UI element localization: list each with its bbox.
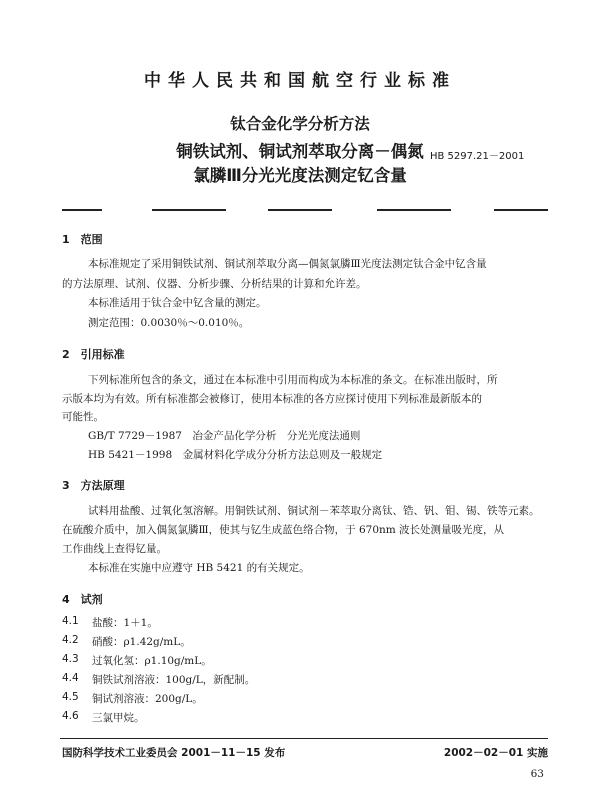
section-1-para-line: 本标准规定了采用铜铁试剂、铜试剂萃取分离—偶氮氯膦Ⅲ光度法测定钛合金中钇含量 (88, 258, 487, 270)
section-3-heading: 3 方法原理 (62, 479, 125, 492)
section-3-para-line: 工作曲线上查得钇量。 (62, 543, 167, 555)
standard-name: 中华人民共和国航空行业标准 (144, 71, 456, 91)
section-3-note: 本标准在实施中应遵守 HB 5421 的有关规定。 (88, 562, 310, 574)
reagent-text: 盐酸：1＋1。 (92, 617, 158, 629)
page-number: 63 (530, 768, 544, 780)
section-2-para-line: 可能性。 (62, 411, 104, 423)
reagent-text: 铜试剂溶液：200g/L。 (92, 693, 203, 705)
section-4-heading: 4 试剂 (62, 593, 103, 606)
title-line-1: 钛合金化学分析方法 (230, 115, 370, 133)
issuer-line: 国防科学技术工业委员会 2001－11－15 发布 (62, 747, 286, 759)
reference-item: HB 5421－1998 金属材料化学成分分析方法总则及一般规定 (88, 449, 383, 461)
footer-divider (60, 738, 548, 739)
section-1-heading: 1 范围 (62, 233, 103, 246)
title-line-3: 氯膦Ⅲ分光光度法测定钇含量 (193, 166, 407, 185)
reagent-number: 4.5 (62, 691, 79, 703)
reference-item: GB/T 7729－1987 冶金产品化学分析 分光光度法通则 (88, 430, 361, 442)
section-2-para-line: 示版本均为有效。所有标准都会被修订，使用本标准的各方应探讨使用下列标准最新版本的 (62, 393, 482, 405)
reagent-number: 4.6 (62, 710, 79, 722)
standard-code: HB 5297.21－2001 (430, 151, 525, 162)
effective-date: 2002－02－01 实施 (443, 747, 548, 759)
section-1-range: 测定范围：0.0030％～0.010％。 (88, 317, 250, 329)
reagent-text: 铜铁试剂溶液：100g/L，新配制。 (92, 674, 256, 686)
section-1-para-line: 的方法原理、试剂、仪器、分析步骤、分析结果的计算和允许差。 (62, 278, 367, 290)
reagent-text: 硝酸：ρ1.42g/mL。 (92, 636, 191, 648)
reagent-number: 4.2 (62, 634, 79, 646)
reagent-number: 4.4 (62, 672, 79, 684)
section-1-scope: 本标准适用于钛合金中钇含量的测定。 (88, 297, 267, 309)
reagent-text: 过氧化氢：ρ1.10g/mL。 (92, 655, 212, 667)
section-2-heading: 2 引用标准 (62, 348, 125, 361)
reagent-number: 4.3 (62, 653, 79, 665)
section-2-para-line: 下列标准所包含的条文，通过在本标准中引用而构成为本标准的条文。在标准出版时，所 (88, 374, 498, 386)
title-line-2: 铜铁试剂、铜试剂萃取分离－偶氮 (176, 142, 424, 161)
section-3-para-line: 在硫酸介质中，加入偶氮氯膦Ⅲ，使其与钇生成蓝色络合物，于 670nm 波长处测量吸光度，从 (62, 524, 505, 536)
reagent-number: 4.1 (62, 615, 79, 627)
section-3-para-line: 试料用盐酸、过氧化氢溶解。用铜铁试剂、铜试剂－苯萃取分离钛、锆、钒、钼、锡、铁等元素。 (88, 505, 540, 517)
reagent-text: 三氯甲烷。 (92, 712, 145, 724)
